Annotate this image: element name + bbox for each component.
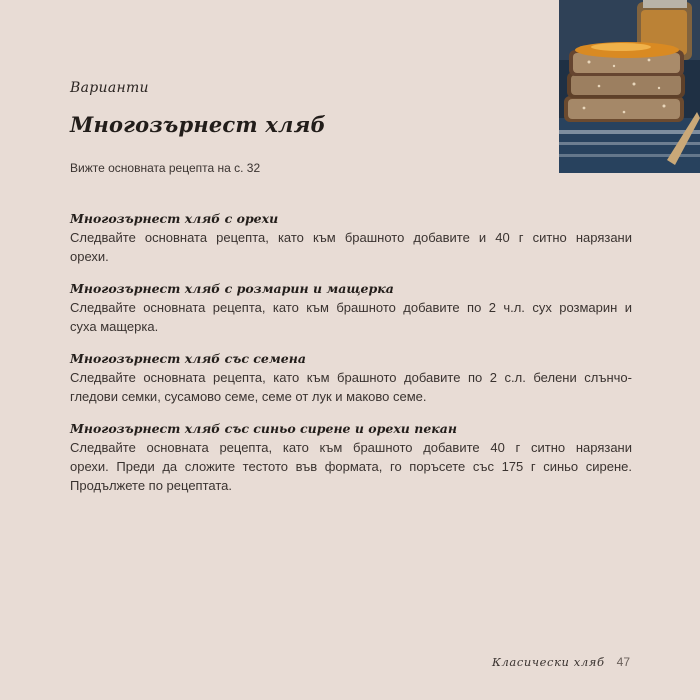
variant-title: Многозърнест хляб с розмарин и мащерка	[70, 281, 394, 296]
variant-walnuts	[70, 210, 632, 266]
variant-text-line: Продължете по рецептата.	[70, 478, 232, 493]
variant-text-line: гледови семки, сусамово семе, семе от лук и маково семе.	[70, 389, 427, 404]
variant-title: Многозърнест хляб със семена	[70, 351, 306, 366]
section-label: Варианти	[70, 80, 149, 96]
recipe-reference: Вижте основната рецепта на с. 32	[70, 161, 261, 175]
variant-text-line: орехи. Преди да сложите тестото във формата, го поръсете със 175 г синьо сирене.	[70, 459, 632, 474]
chapter-name: Класически хляб	[491, 655, 605, 669]
variant-title: Многозърнест хляб със синьо сирене и орехи пекан	[70, 421, 457, 436]
variant-text-line: Следвайте основната рецепта, като към брашното добавите по 2 ч.л. сух розмарин и	[70, 300, 632, 315]
variant-text-line: Следвайте основната рецепта, като към брашното добавите и 40 г ситно нарязани	[70, 230, 632, 245]
variant-seeds	[70, 350, 632, 406]
page-footer	[492, 655, 630, 669]
variant-text	[70, 368, 632, 406]
variant-text	[70, 228, 632, 266]
variant-rosemary-thyme	[70, 280, 632, 336]
bread-jam-photo	[559, 0, 700, 173]
variant-text	[70, 298, 632, 336]
variant-text-line: суха мащерка.	[70, 319, 159, 334]
variant-blue-cheese-pecan	[70, 420, 632, 495]
variant-title: Многозърнест хляб с орехи	[70, 211, 279, 226]
page-title: Многозърнест хляб	[70, 112, 326, 137]
variant-text-line: орехи.	[70, 249, 109, 264]
page-number: 47	[616, 655, 630, 669]
variants-list	[70, 210, 632, 509]
variant-text	[70, 438, 632, 495]
variant-text-line: Следвайте основната рецепта, като към брашното добавите 40 г ситно нарязани	[70, 440, 632, 455]
variant-text-line: Следвайте основната рецепта, като към брашното добавите по 2 с.л. белени слънчо-	[70, 370, 632, 385]
